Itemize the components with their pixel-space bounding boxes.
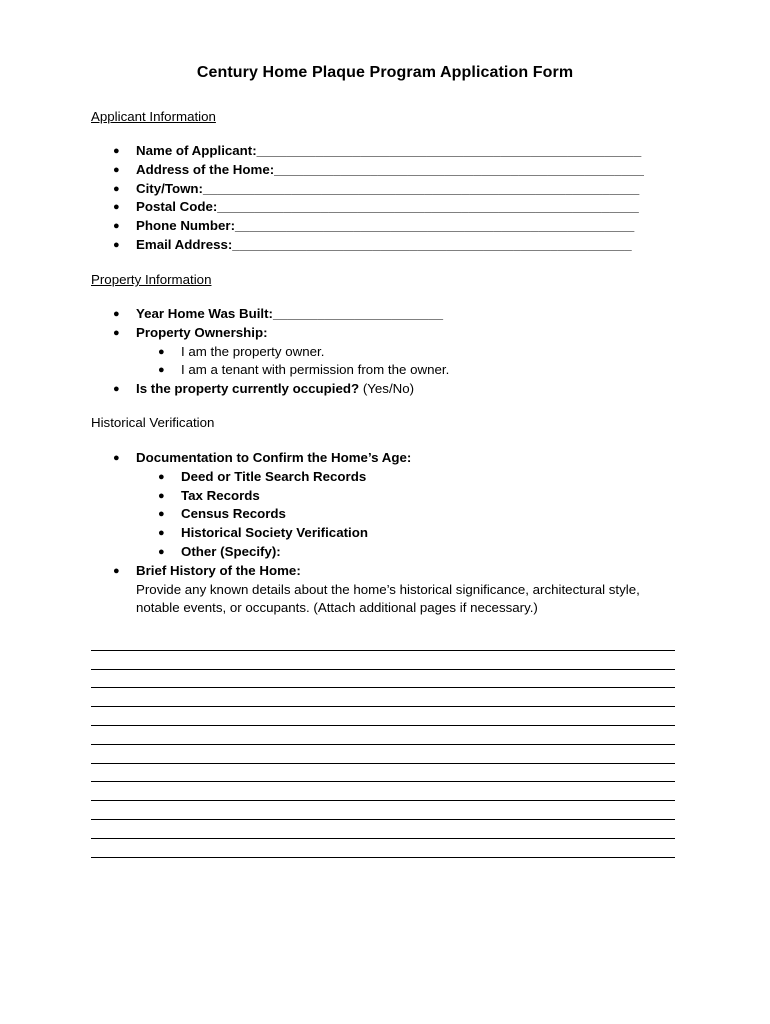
- bullet: ●: [158, 470, 165, 483]
- bullet: ●: [158, 527, 165, 540]
- bullet: ●: [158, 345, 165, 358]
- answer-line[interactable]: [91, 707, 675, 726]
- answer-line[interactable]: [91, 688, 675, 707]
- property-field-list: [113, 305, 450, 399]
- answer-line[interactable]: [91, 726, 675, 745]
- bullet: ●: [113, 308, 120, 320]
- documentation-item: [113, 449, 676, 468]
- document-option-other[interactable]: [158, 543, 676, 562]
- bullet: ●: [113, 220, 120, 233]
- bullet: ●: [113, 383, 120, 396]
- option-label: Deed or Title Search Records: [181, 468, 367, 484]
- option-label: Historical Society Verification: [181, 525, 368, 541]
- ownership-option-owner[interactable]: [158, 343, 449, 362]
- field-label: Is the property currently occupied?: [136, 381, 360, 397]
- field-label: Address of the Home:__________________________________________________: [136, 161, 644, 177]
- bullet: ●: [113, 182, 120, 195]
- yes-no-options: (Yes/No): [359, 381, 415, 397]
- option-label: Other (Specify):: [181, 543, 281, 559]
- brief-history-instructions: Provide any known details about the home’s historical significance, architectural style, notable events, or occupants. (Attach additional pages if necessary.): [136, 581, 640, 616]
- field-label: City/Town:___________________________________________________________: [136, 180, 640, 196]
- bullet: ●: [113, 326, 120, 339]
- field-label: Phone Number:______________________________________________________: [136, 218, 635, 234]
- document-option-tax[interactable]: [158, 487, 676, 506]
- field-label: Property Ownership:: [136, 324, 268, 340]
- field-label: Brief History of the Home:: [136, 562, 301, 578]
- field-property-occupied[interactable]: [113, 380, 449, 399]
- property-ownership-item: [113, 324, 449, 343]
- historical-field-list: [113, 449, 676, 618]
- field-year-home-built[interactable]: [113, 305, 449, 324]
- applicant-section-heading: Applicant Information: [91, 109, 216, 124]
- bullet: ●: [158, 364, 165, 377]
- answer-line[interactable]: [91, 801, 675, 820]
- document-option-historical-society[interactable]: [158, 524, 676, 543]
- answer-line[interactable]: [91, 745, 675, 764]
- field-email-address[interactable]: [113, 236, 644, 255]
- brief-history-item: [113, 562, 676, 581]
- bullet: ●: [113, 238, 120, 251]
- option-label: Tax Records: [181, 487, 260, 503]
- document-option-census[interactable]: [158, 505, 676, 524]
- field-phone-number[interactable]: [113, 217, 644, 236]
- bullet: ●: [113, 452, 120, 464]
- field-label: Name of Applicant:____________________________________________________: [136, 143, 642, 158]
- field-label: Documentation to Confirm the Home’s Age:: [136, 450, 412, 465]
- bullet: ●: [158, 489, 165, 502]
- option-label: Census Records: [181, 506, 286, 522]
- answer-line[interactable]: [91, 764, 675, 783]
- field-postal-code[interactable]: [113, 198, 644, 217]
- bullet: ●: [158, 545, 165, 558]
- answer-line[interactable]: [91, 839, 675, 858]
- answer-line[interactable]: [91, 670, 675, 689]
- answer-line[interactable]: [91, 782, 675, 801]
- history-answer-lines[interactable]: [91, 632, 675, 858]
- field-address-of-home[interactable]: [113, 161, 644, 180]
- option-label: I am a tenant with permission from the owner.: [181, 362, 450, 378]
- bullet: ●: [113, 564, 120, 577]
- bullet: ●: [113, 145, 120, 157]
- field-label: Email Address:______________________________________________________: [136, 236, 632, 252]
- field-label: Year Home Was Built:_______________________: [136, 306, 444, 321]
- bullet: ●: [113, 163, 120, 176]
- answer-line[interactable]: [91, 820, 675, 839]
- applicant-field-list: [113, 142, 644, 255]
- answer-line[interactable]: [91, 651, 675, 670]
- field-city-town[interactable]: [113, 180, 644, 199]
- form-title: Century Home Plaque Program Application Form: [196, 64, 574, 81]
- historical-section-heading: Historical Verification: [91, 415, 215, 430]
- ownership-option-tenant[interactable]: [158, 361, 450, 380]
- option-label: I am the property owner.: [181, 343, 325, 359]
- field-label: Postal Code:_________________________________________________________: [136, 199, 639, 215]
- bullet: ●: [113, 201, 120, 214]
- bullet: ●: [158, 508, 165, 521]
- document-option-deed[interactable]: [158, 468, 676, 487]
- answer-line[interactable]: [91, 632, 675, 651]
- property-section-heading: Property Information: [91, 272, 212, 287]
- field-name-of-applicant[interactable]: [113, 142, 644, 161]
